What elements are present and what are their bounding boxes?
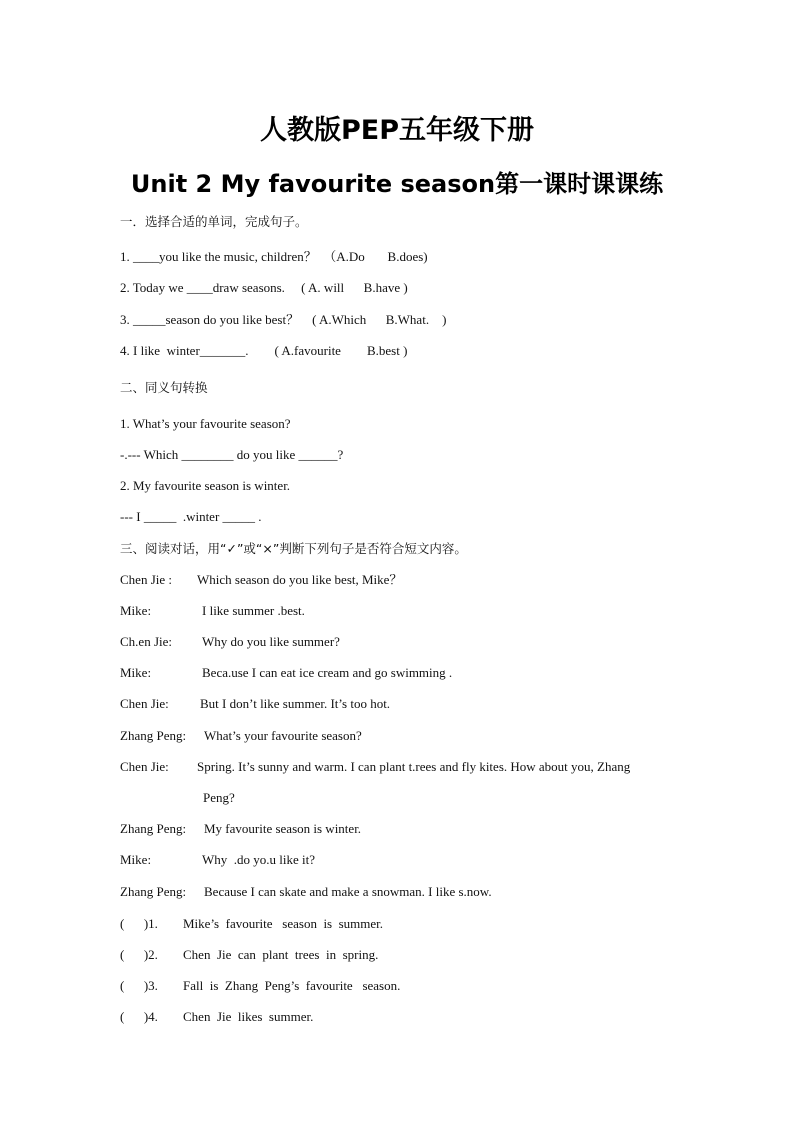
dialogue-speaker: Ch.en Jie: xyxy=(120,634,172,649)
section2-heading: 二、同义句转换 xyxy=(120,380,208,395)
section2-item: -.--- Which ________ do you like ______? xyxy=(120,447,344,462)
dialogue-line: Beca.use I can eat ice cream and go swimming . xyxy=(202,665,453,680)
judgement-bracket[interactable]: ( )1. xyxy=(120,916,158,931)
page-subtitle: Unit 2 My favourite season第一课时课课练 xyxy=(130,170,664,198)
section1-item: 1. ____you like the music, children？ （A.Do B.does) xyxy=(120,249,428,264)
section1-item: 2. Today we ____draw seasons. ( A. will B.have ) xyxy=(120,280,408,295)
dialogue-line: Why .do yo.u like it? xyxy=(202,852,316,867)
section2-item: --- I _____ .winter _____ . xyxy=(120,509,262,524)
dialogue-speaker: Mike: xyxy=(120,603,152,618)
dialogue-line: Why do you like summer? xyxy=(202,634,340,649)
dialogue-speaker: Chen Jie: xyxy=(120,696,169,711)
judgement-bracket[interactable]: ( )4. xyxy=(120,1009,158,1024)
section1-heading: 一．选择合适的单词，完成句子。 xyxy=(120,214,308,229)
dialogue-line: What’s your favourite season? xyxy=(204,728,362,743)
dialogue-line: Spring. It’s sunny and warm. I can plant t.rees and fly kites. How about you, Zhang xyxy=(197,759,631,774)
dialogue-line: I like summer .best. xyxy=(202,603,305,618)
dialogue-speaker: Zhang Peng: xyxy=(120,728,187,743)
judgement-statement: Chen Jie likes summer. xyxy=(183,1009,314,1024)
dialogue-speaker: Chen Jie: xyxy=(120,759,169,774)
section2-item: 2. My favourite season is winter. xyxy=(120,478,291,493)
dialogue-speaker: Mike: xyxy=(120,665,152,680)
judgement-statement: Fall is Zhang Peng’s favourite season. xyxy=(183,978,401,993)
dialogue-speaker: Mike: xyxy=(120,852,152,867)
dialogue-speaker: Zhang Peng: xyxy=(120,821,187,836)
dialogue-speaker: Chen Jie : xyxy=(120,572,172,587)
dialogue-line: Peng? xyxy=(203,790,235,805)
dialogue-speaker: Zhang Peng: xyxy=(120,884,187,899)
judgement-bracket[interactable]: ( )3. xyxy=(120,978,158,993)
dialogue-line: But I don’t like summer. It’s too hot. xyxy=(200,696,391,711)
section2-item: 1. What’s your favourite season? xyxy=(120,416,291,431)
dialogue-line: Because I can skate and make a snowman. I like s.now. xyxy=(204,884,492,899)
section3-heading: 三、阅读对话，用“✓”或“×”判断下列句子是否符合短文内容。 xyxy=(120,541,467,556)
dialogue-line: My favourite season is winter. xyxy=(204,821,362,836)
section1-item: 3. _____season do you like best？ ( A.Which B.What. ) xyxy=(120,312,447,327)
section1-item: 4. I like winter_______. ( A.favourite B.best ) xyxy=(120,343,408,358)
dialogue-line: Which season do you like best, Mike？ xyxy=(197,572,403,587)
page-title: 人教版PEP五年级下册 xyxy=(259,115,535,146)
judgement-bracket[interactable]: ( )2. xyxy=(120,947,158,962)
judgement-statement: Chen Jie can plant trees in spring. xyxy=(183,947,379,962)
judgement-statement: Mike’s favourite season is summer. xyxy=(183,916,384,931)
